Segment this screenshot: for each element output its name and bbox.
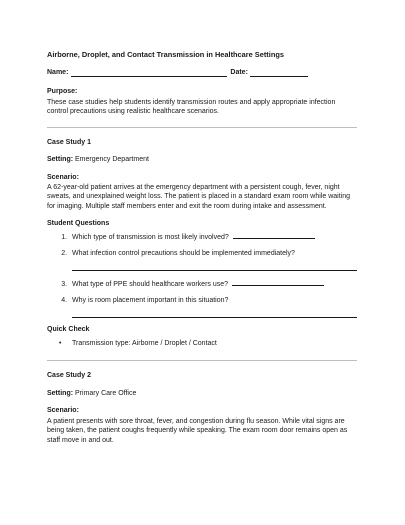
student-questions-list	[47, 231, 357, 318]
purpose-text: These case studies help students identify transmission routes and apply appropriate infection control precautions using realistic healthcare scenarios.	[47, 98, 336, 116]
quick-check-item: • Transmission type: Airborne / Droplet / Contact	[69, 339, 357, 348]
date-field[interactable]	[250, 68, 308, 77]
name-field[interactable]	[71, 68, 227, 77]
name-date-row	[47, 68, 357, 77]
scenario-text: A patient presents with sore throat, fever, and congestion during flu season. While vital signs are being taken, the patient coughs frequently while speaking. The exam room door remains open as staff move in and out.	[47, 417, 348, 444]
name-label: Name:	[47, 68, 69, 76]
scenario-label: Scenario:	[47, 407, 79, 415]
setting-value: Primary Care Office	[75, 389, 137, 397]
question-text: Which type of transmission is most likely involved?	[72, 233, 229, 241]
setting-label: Setting:	[47, 156, 74, 164]
answer-blank[interactable]	[232, 278, 324, 286]
purpose-section	[47, 87, 357, 116]
question-item	[69, 231, 357, 242]
student-questions-label: Student Questions	[47, 220, 110, 228]
question-item	[69, 296, 357, 317]
quick-check-label: Quick Check	[47, 325, 90, 333]
case-study-2	[47, 371, 357, 445]
date-label: Date:	[230, 68, 248, 76]
quick-check-list	[47, 339, 357, 348]
answer-line[interactable]	[72, 306, 357, 318]
setting-label: Setting:	[47, 389, 74, 397]
divider	[47, 127, 357, 128]
scenario-label: Scenario:	[47, 173, 79, 181]
answer-blank[interactable]	[233, 231, 315, 239]
case-study-1-setting	[47, 155, 357, 164]
question-item	[69, 249, 357, 270]
question-item	[69, 278, 357, 289]
question-text: What infection control precautions should be implemented immediately?	[72, 250, 295, 258]
question-text: What type of PPE should healthcare workers use?	[72, 280, 229, 288]
divider	[47, 360, 357, 361]
case-study-1	[47, 138, 357, 349]
scenario-text: A 62-year-old patient arrives at the emergency department with a persistent cough, fever, night sweats, and unexplained weight loss. The patient is placed in a standard exam room while waiting for imaging. Multiple staff members enter and exit the room during intake and assessment.	[47, 184, 350, 210]
case-study-2-title: Case Study 2	[47, 372, 91, 380]
answer-line[interactable]	[72, 259, 357, 271]
purpose-label: Purpose:	[47, 88, 78, 96]
setting-value: Emergency Department	[75, 156, 149, 164]
case-study-1-title: Case Study 1	[47, 138, 91, 146]
question-text: Why is room placement important in this situation?	[72, 297, 229, 305]
case-study-2-setting	[47, 389, 357, 398]
worksheet-title: Airborne, Droplet, and Contact Transmission in Healthcare Settings	[47, 50, 284, 59]
